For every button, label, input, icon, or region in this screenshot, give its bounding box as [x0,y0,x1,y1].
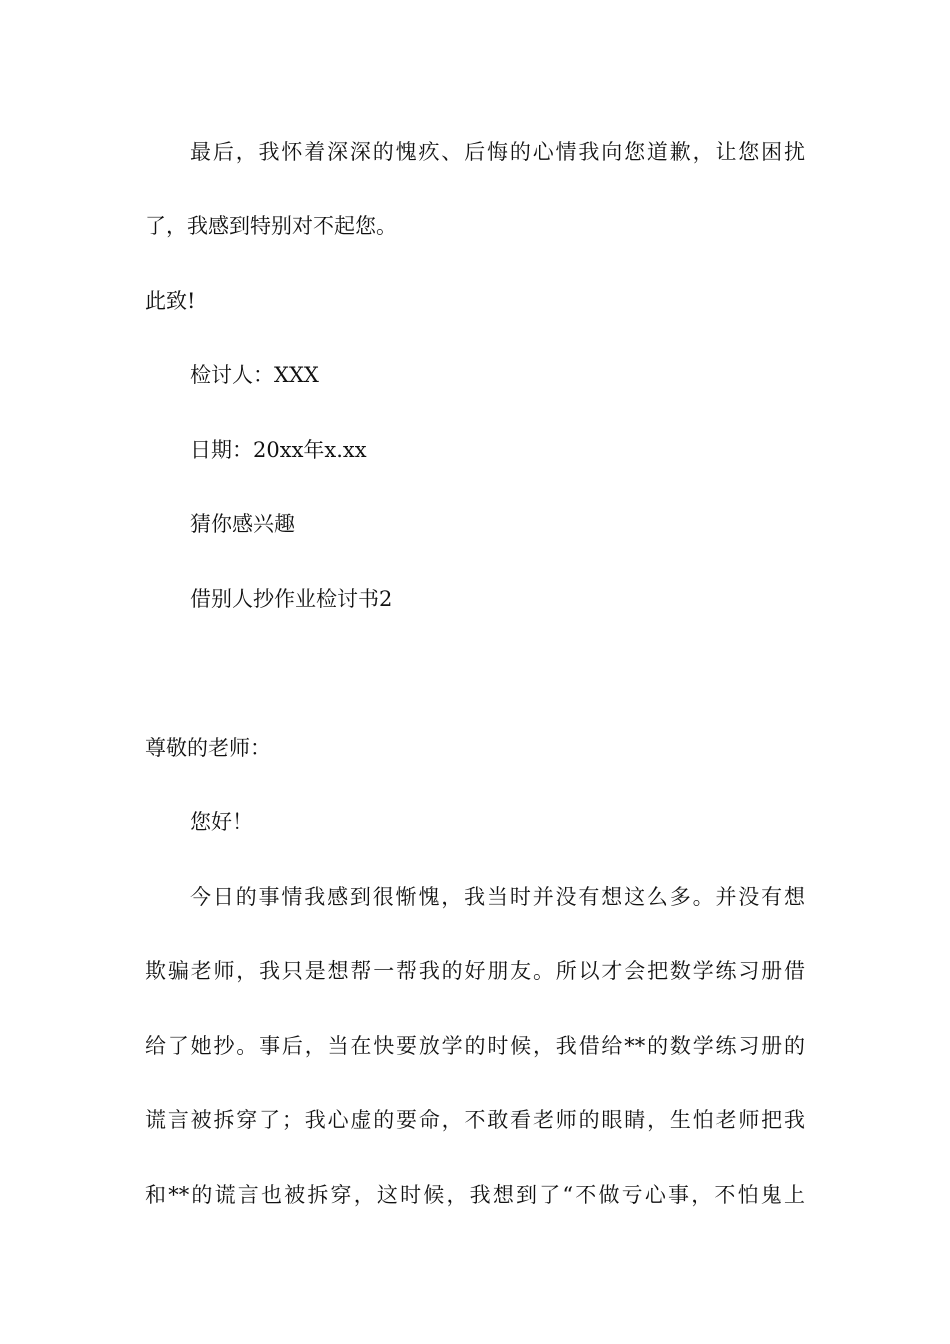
signature-line: 检讨人：XXX [190,363,319,387]
date-line: 日期：20xx年x.xx [190,438,367,462]
paragraph-apology-line-1: 最后，我怀着深深的愧疚、后悔的心情我向您道歉，让您困扰 [190,140,805,164]
section-title: 借别人抄作业检讨书2 [190,587,393,611]
body-line-4: 谎言被拆穿了；我心虚的要命，不敢看老师的眼睛，生怕老师把我 [145,1108,805,1132]
body-line-2: 欺骗老师，我只是想帮一帮我的好朋友。所以才会把数学练习册借 [145,959,805,983]
body-line-3: 给了她抄。事后，当在快要放学的时候，我借给**的数学练习册的 [145,1034,805,1058]
greeting-hello: 您好！ [190,810,253,834]
paragraph-apology-line-2: 了，我感到特别对不起您。 [145,214,397,238]
closing-salutation: 此致! [145,289,196,313]
related-heading: 猜你感兴趣 [190,512,295,536]
body-line-1: 今日的事情我感到很惭愧，我当时并没有想这么多。并没有想 [190,885,805,909]
body-line-5: 和**的谎言也被拆穿，这时候，我想到了“不做亏心事，不怕鬼上 [145,1183,805,1207]
greeting: 尊敬的老师： [145,736,271,760]
